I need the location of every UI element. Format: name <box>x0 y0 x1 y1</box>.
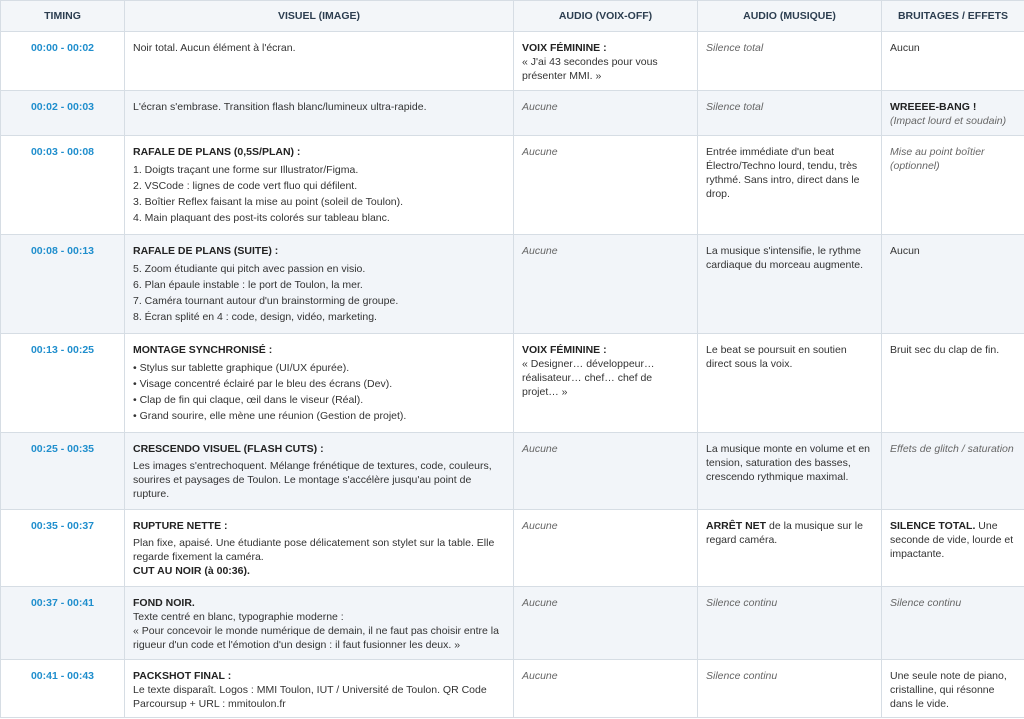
timing-cell: 00:00 - 00:02 <box>1 32 125 91</box>
list-item: 4. Main plaquant des post-its colorés sur tableau blanc. <box>133 212 390 224</box>
musique-cell: Silence total <box>698 91 882 136</box>
visuel-bold-end: CUT AU NOIR (à 00:36). <box>133 565 250 577</box>
header-effets: BRUITAGES / EFFETS <box>882 1 1024 32</box>
header-timing: TIMING <box>1 1 125 32</box>
table-row <box>1 660 1024 718</box>
visuel-cell <box>125 334 514 433</box>
visuel-title: MONTAGE SYNCHRONISÉ : <box>133 344 273 356</box>
timing-cell: 00:08 - 00:13 <box>1 235 125 334</box>
musique-cell: Le beat se poursuit en soutien direct sous la voix. <box>698 334 882 433</box>
visuel-cell <box>125 235 514 334</box>
timing-cell: 00:37 - 00:41 <box>1 587 125 660</box>
voix-cell: Aucune <box>514 660 698 718</box>
voix-title: VOIX FÉMININE : <box>522 42 607 54</box>
effets-cell <box>882 91 1024 136</box>
voix-cell <box>514 32 698 91</box>
visuel-title: PACKSHOT FINAL : <box>133 670 232 682</box>
timing-cell: 00:35 - 00:37 <box>1 510 125 587</box>
voix-text: « Designer… développeur… réalisateur… chef… chef de projet… » <box>522 358 655 398</box>
visuel-cell <box>125 136 514 235</box>
table-row <box>1 235 1024 334</box>
list-item: 5. Zoom étudiante qui pitch avec passion en visio. <box>133 263 366 275</box>
list-item: • Stylus sur tablette graphique (UI/UX épurée). <box>133 362 350 374</box>
effets-sub: (Impact lourd et soudain) <box>890 115 1007 127</box>
effets-cell: Silence continu <box>882 587 1024 660</box>
table-row <box>1 510 1024 587</box>
voix-cell: Aucune <box>514 587 698 660</box>
effets-rest: Une seconde de vide, lourde et impactante. <box>890 520 1014 560</box>
timing-cell: 00:13 - 00:25 <box>1 334 125 433</box>
voix-cell: Aucune <box>514 433 698 510</box>
list-item: • Clap de fin qui claque, œil dans le viseur (Réal). <box>133 394 364 406</box>
visuel-title: CRESCENDO VISUEL (FLASH CUTS) : <box>133 443 324 455</box>
visuel-cell: L'écran s'embrase. Transition flash blanc/lumineux ultra-rapide. <box>125 91 514 136</box>
visuel-title: FOND NOIR. <box>133 597 195 609</box>
visuel-cell <box>125 510 514 587</box>
effets-cell: Aucun <box>882 32 1024 91</box>
list-item: 6. Plan épaule instable : le port de Toulon, la mer. <box>133 279 363 291</box>
musique-rest: de la musique sur le regard caméra. <box>706 520 863 546</box>
musique-cell: Silence continu <box>698 660 882 718</box>
voix-text: « J'ai 43 secondes pour vous présenter MMI. » <box>522 56 658 82</box>
table-row <box>1 91 1024 136</box>
timing-cell: 00:41 - 00:43 <box>1 660 125 718</box>
visuel-cell: Noir total. Aucun élément à l'écran. <box>125 32 514 91</box>
table-row <box>1 587 1024 660</box>
list-item: 1. Doigts traçant une forme sur Illustrator/Figma. <box>133 164 359 176</box>
visuel-text: Plan fixe, apaisé. Une étudiante pose délicatement son stylet sur la table. Elle regarde fixement la caméra. <box>133 537 495 563</box>
visuel-cell <box>125 660 514 718</box>
table-row <box>1 136 1024 235</box>
visuel-cell <box>125 587 514 660</box>
voix-cell: Aucune <box>514 510 698 587</box>
list-item: 3. Boîtier Reflex faisant la mise au point (soleil de Toulon). <box>133 196 404 208</box>
musique-bold: ARRÊT NET <box>706 520 767 532</box>
voix-title: VOIX FÉMININE : <box>522 344 607 356</box>
visuel-quote: « Pour concevoir le monde numérique de demain, il ne faut pas choisir entre la rigueur d'un code et l'émotion d'un design : il faut fusionner les deux. » <box>133 625 499 651</box>
musique-cell <box>698 510 882 587</box>
musique-cell: Silence total <box>698 32 882 91</box>
voix-cell: Aucune <box>514 91 698 136</box>
effets-cell: Aucun <box>882 235 1024 334</box>
musique-cell: La musique s'intensifie, le rythme cardiaque du morceau augmente. <box>698 235 882 334</box>
visuel-text: Le texte disparaît. Logos : MMI Toulon, IUT / Université de Toulon. QR Code Parcoursup + URL : mmitoulon.fr <box>133 684 487 710</box>
voix-cell <box>514 334 698 433</box>
visuel-text: Les images s'entrechoquent. Mélange frénétique de textures, code, couleurs, sourires et paysages de Toulon. Le montage s'accélère jusqu'au point de rupture. <box>133 460 492 500</box>
musique-cell: Silence continu <box>698 587 882 660</box>
effets-cell: Mise au point boîtier (optionnel) <box>882 136 1024 235</box>
list-item: 8. Écran splité en 4 : code, design, vidéo, marketing. <box>133 311 377 323</box>
table-row <box>1 433 1024 510</box>
timing-cell: 00:25 - 00:35 <box>1 433 125 510</box>
musique-cell: La musique monte en volume et en tension, saturation des basses, crescendo rythmique maximal. <box>698 433 882 510</box>
list-item: 7. Caméra tournant autour d'un brainstorming de groupe. <box>133 295 399 307</box>
voix-cell: Aucune <box>514 136 698 235</box>
visuel-title: RAFALE DE PLANS (0,5S/PLAN) : <box>133 146 301 158</box>
effets-title: WREEEE-BANG ! <box>890 101 977 113</box>
table-row <box>1 32 1024 91</box>
effets-cell: Une seule note de piano, cristalline, qui résonne dans le vide. <box>882 660 1024 718</box>
effets-cell: Bruit sec du clap de fin. <box>882 334 1024 433</box>
header-visuel: VISUEL (IMAGE) <box>125 1 514 32</box>
header-row <box>1 1 1024 32</box>
visuel-title: RUPTURE NETTE : <box>133 520 228 532</box>
table-row <box>1 334 1024 433</box>
voix-cell: Aucune <box>514 235 698 334</box>
list-item: • Grand sourire, elle mène une réunion (Gestion de projet). <box>133 410 407 422</box>
musique-cell: Entrée immédiate d'un beat Électro/Techno lourd, tendu, très rythmé. Sans intro, direct dans le drop. <box>698 136 882 235</box>
effets-bold: SILENCE TOTAL. <box>890 520 976 532</box>
visuel-cell <box>125 433 514 510</box>
visuel-line: Texte centré en blanc, typographie moderne : <box>133 611 344 623</box>
effets-cell: Effets de glitch / saturation <box>882 433 1024 510</box>
timing-cell: 00:03 - 00:08 <box>1 136 125 235</box>
header-musique: AUDIO (MUSIQUE) <box>698 1 882 32</box>
timing-cell: 00:02 - 00:03 <box>1 91 125 136</box>
list-item: 2. VSCode : lignes de code vert fluo qui défilent. <box>133 180 358 192</box>
effets-cell <box>882 510 1024 587</box>
visuel-title: RAFALE DE PLANS (SUITE) : <box>133 245 279 257</box>
header-voix-off: AUDIO (VOIX-OFF) <box>514 1 698 32</box>
list-item: • Visage concentré éclairé par le bleu des écrans (Dev). <box>133 378 393 390</box>
